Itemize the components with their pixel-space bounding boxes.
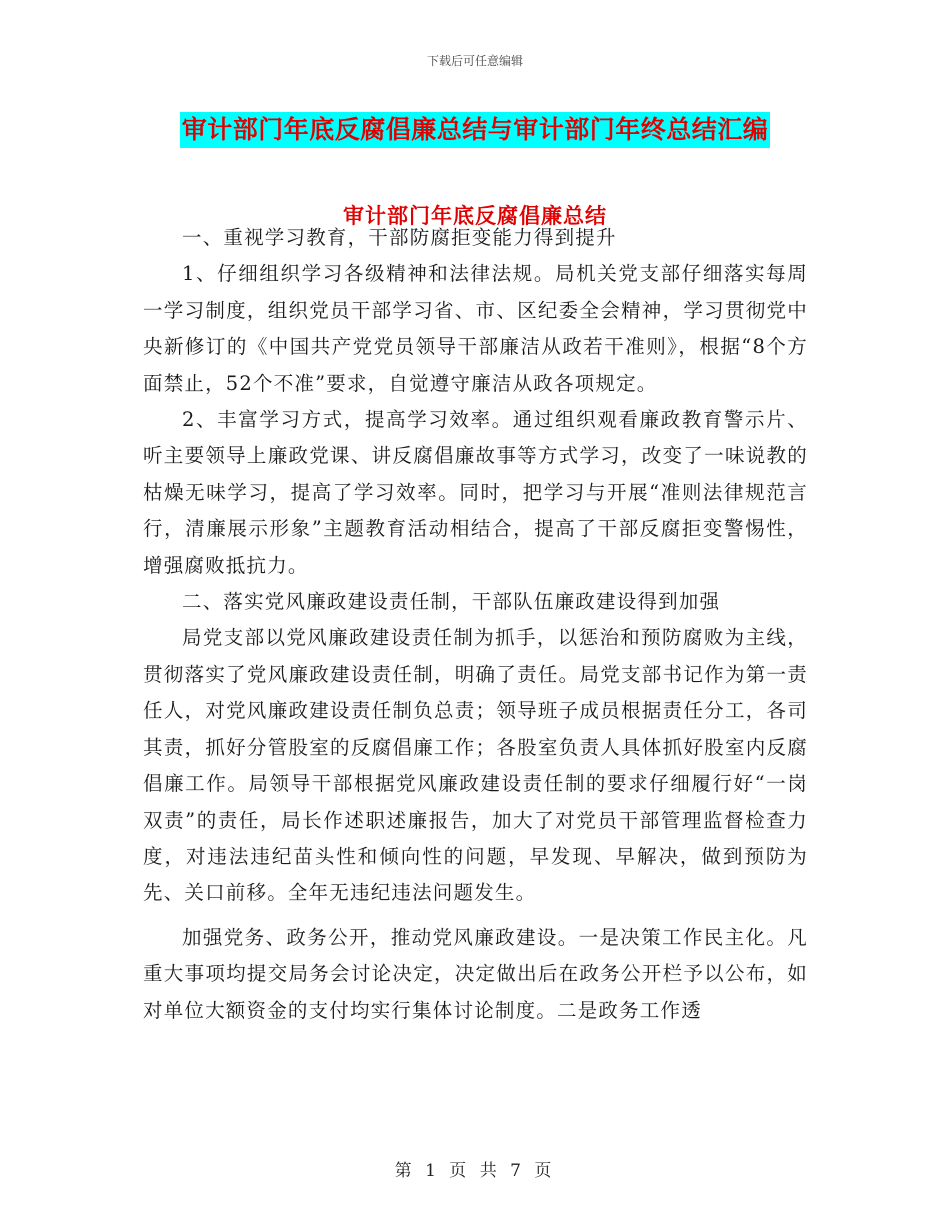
main-title-container [0, 112, 950, 148]
paragraph-gap [143, 912, 808, 920]
paragraph-4: 加强党务、政务公开，推动党风廉政建设。一是决策工作民主化。凡重大事项均提交局务会讨论决定，决定做出后在政务公开栏予以公布，如对单位大额资金的支付均实行集体讨论制度。二是政务工作透 [143, 925, 808, 1022]
document-body [143, 220, 808, 1029]
paragraph-3: 局党支部以党风廉政建设责任制为抓手，以惩治和预防腐败为主线，贯彻落实了党风廉政建设责任制，明确了责任。局党支部书记作为第一责任人，对党风廉政建设责任制负总责；领导班子成员根据责任分工，各司其责，抓好分管股室的反腐倡廉工作；各股室负责人具体抓好股室内反腐倡廉工作。局领导干部根据党风廉政建设责任制的要求仔细履行好“一岗双责”的责任，局长作述职述廉报告，加大了对党员干部管理监督检查力度，对违法违纪苗头性和倾向性的问题，早发现、早解决，做到预防为先、关口前移。全年无违纪违法问题发生。 [143, 626, 808, 905]
section-heading-1: 一、重视学习教育，干部防腐拒变能力得到提升 [182, 226, 617, 249]
main-title: 审计部门年底反腐倡廉总结与审计部门年终总结汇编 [180, 112, 771, 148]
sub-title: 审计部门年底反腐倡廉总结 [343, 204, 607, 228]
paragraph-2: 2、丰富学习方式，提高学习效率。通过组织观看廉政教育警示片、听主要领导上廉政党课、讲反腐倡廉故事等方式学习，改变了一味说教的枯燥无味学习，提高了学习效率。同时，把学习与开展“准则法律规范言行，清廉展示形象”主题教育活动相结合，提高了干部反腐拒变警惕性，增强腐败抵抗力。 [143, 408, 808, 577]
header-note: 下载后可任意编辑 [426, 54, 523, 68]
page-footer: 第 1 页 共 7 页 [394, 1161, 556, 1181]
section-heading-2: 二、落实党风廉政建设责任制，干部队伍廉政建设得到加强 [182, 590, 721, 614]
paragraph-1: 1、仔细组织学习各级精神和法律法规。局机关党支部仔细落实每周一学习制度，组织党员干部学习省、市、区纪委全会精神，学习贯彻党中央新修订的《中国共产党党员领导干部廉洁从政若干准则》，根据“8个方面禁止，52个不准”要求，自觉遵守廉洁从政各项规定。 [143, 262, 808, 395]
